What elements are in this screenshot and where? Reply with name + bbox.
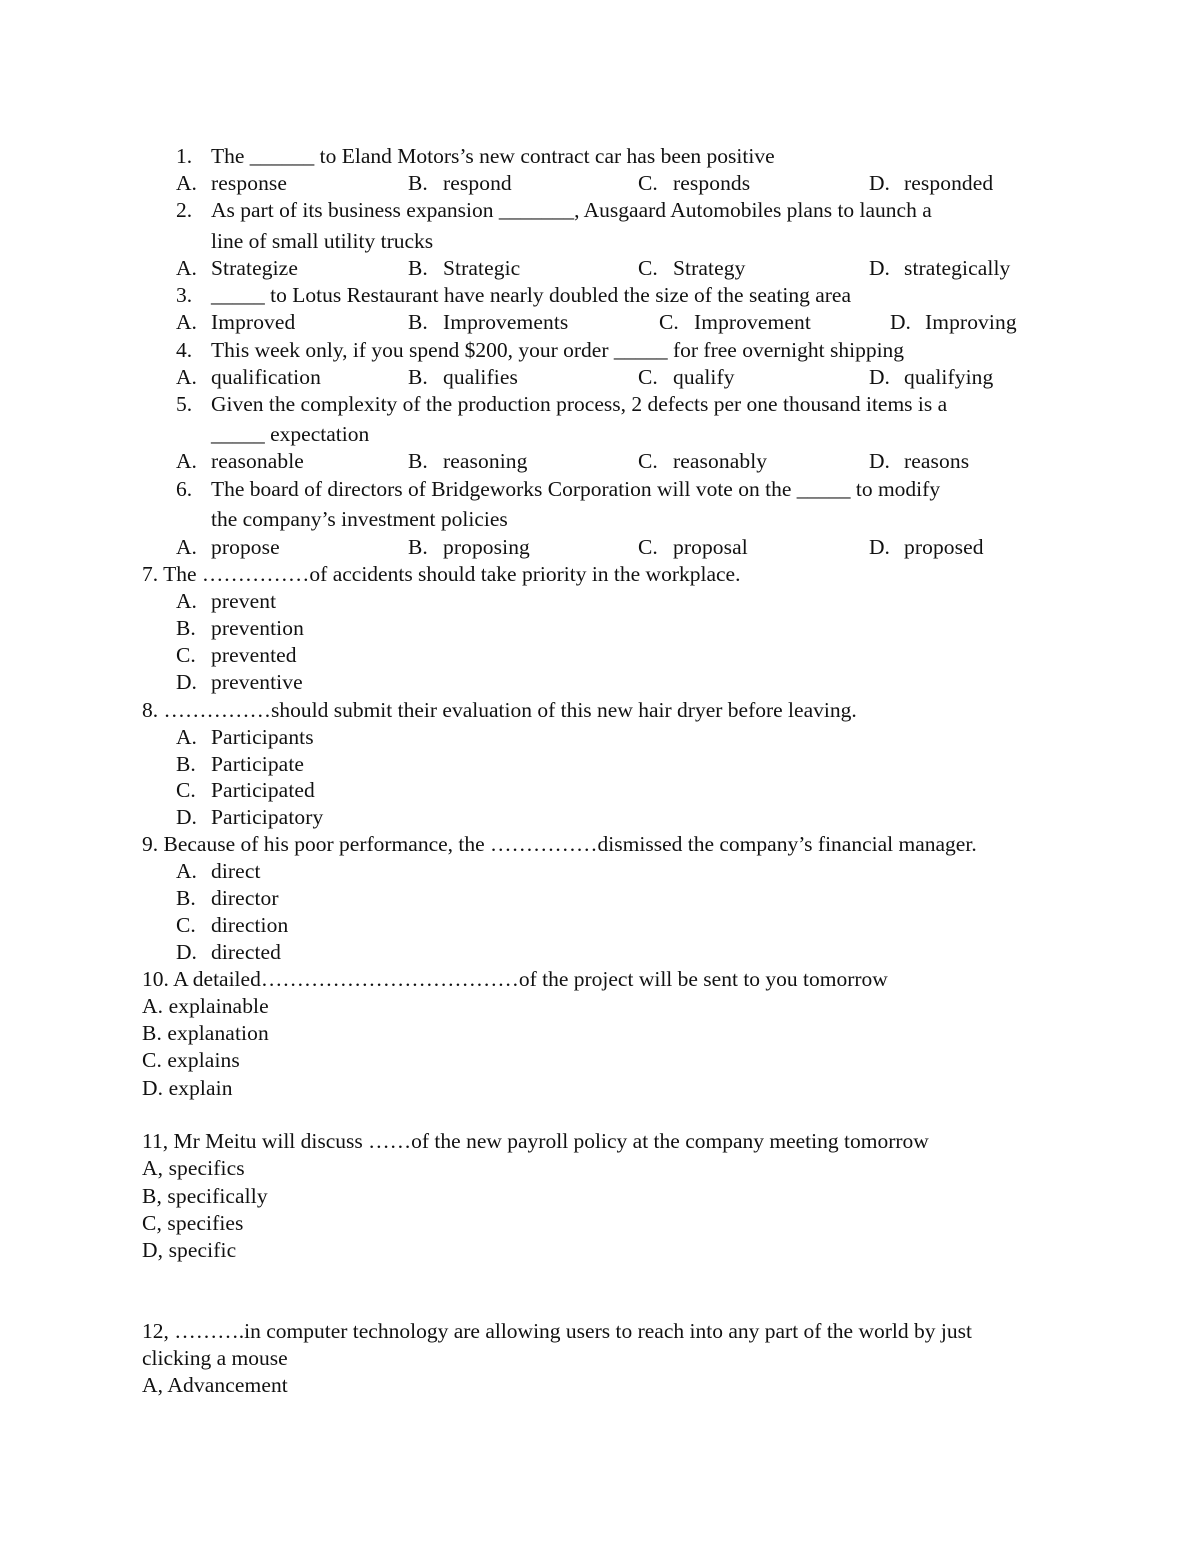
option-letter: A. [176, 449, 197, 473]
option-letter: B. [408, 171, 428, 195]
question-text: 11, Mr Meitu will discuss ……of the new payroll policy at the company meeting tomorrow [142, 1129, 929, 1153]
option-text: Participants [211, 725, 314, 749]
option-b: respond [443, 171, 512, 195]
question-text: The board of directors of Bridgeworks Corporation will vote on the _____ to modify [211, 477, 941, 501]
option-letter: C. [659, 310, 679, 334]
option-d: responded [904, 171, 994, 195]
option-letter: D. [176, 670, 197, 694]
option-d: Improving [925, 310, 1017, 334]
option-a: propose [211, 535, 280, 559]
option-letter: D. [869, 256, 890, 280]
option-d: reasons [904, 449, 970, 473]
option-text: A. explainable [142, 994, 269, 1018]
option-b: Improvements [443, 310, 569, 334]
option-text: direct [211, 859, 261, 883]
option-text: C, specifies [142, 1211, 244, 1235]
option-letter: A. [176, 171, 197, 195]
option-text: direction [211, 913, 289, 937]
option-letter: C. [176, 643, 196, 667]
option-text: B. explanation [142, 1021, 269, 1045]
option-letter: C. [638, 256, 658, 280]
option-letter: D. [869, 171, 890, 195]
option-letter: D. [176, 805, 197, 829]
question-number: 3. [176, 283, 193, 307]
option-a: Improved [211, 310, 296, 334]
option-letter: A. [176, 589, 197, 613]
option-b: qualifies [443, 365, 518, 389]
question-text: the company’s investment policies [211, 507, 508, 531]
question-text: 12, ……….in computer technology are allowing users to reach into any part of the world by just [142, 1319, 972, 1343]
option-letter: A. [176, 256, 197, 280]
question-text: 10. A detailed………………………………of the project will be sent to you tomorrow [142, 967, 888, 991]
option-letter: B. [408, 256, 428, 280]
option-text: D, specific [142, 1238, 237, 1262]
option-letter: C. [176, 778, 196, 802]
option-letter: D. [869, 365, 890, 389]
option-d: qualifying [904, 365, 994, 389]
option-letter: B. [408, 310, 428, 334]
option-text: preventive [211, 670, 303, 694]
question-text: As part of its business expansion _______, Ausgaard Automobiles plans to launch a [211, 198, 932, 222]
option-c: Strategy [673, 256, 746, 280]
option-letter: A. [176, 535, 197, 559]
option-text: prevention [211, 616, 304, 640]
question-text: line of small utility trucks [211, 229, 434, 253]
option-text: A, specifics [142, 1156, 245, 1180]
option-c: reasonably [673, 449, 768, 473]
question-number: 4. [176, 338, 193, 362]
option-d: proposed [904, 535, 984, 559]
question-text: This week only, if you spend $200, your order _____ for free overnight shipping [211, 338, 905, 362]
option-letter: B. [176, 886, 196, 910]
option-letter: B. [408, 535, 428, 559]
question-text: _____ expectation [211, 422, 370, 446]
option-text: Participatory [211, 805, 324, 829]
option-letter: A. [176, 859, 197, 883]
option-text: A, Advancement [142, 1373, 288, 1397]
option-d: strategically [904, 256, 1011, 280]
question-text: Given the complexity of the production process, 2 defects per one thousand items is a [211, 392, 948, 416]
question-text: The ______ to Eland Motors’s new contract car has been positive [211, 144, 775, 168]
option-a: qualification [211, 365, 321, 389]
option-text: Participate [211, 752, 305, 776]
option-letter: C. [176, 913, 196, 937]
option-a: response [211, 171, 288, 195]
question-text: 7. The ……………of accidents should take priority in the workplace. [142, 562, 741, 586]
option-a: Strategize [211, 256, 298, 280]
option-c: qualify [673, 365, 735, 389]
option-letter: B. [408, 365, 428, 389]
option-a: reasonable [211, 449, 304, 473]
option-text: B, specifically [142, 1184, 268, 1208]
option-text: D. explain [142, 1076, 233, 1100]
option-letter: C. [638, 171, 658, 195]
option-c: Improvement [694, 310, 811, 334]
option-text: directed [211, 940, 282, 964]
question-text: 8. ……………should submit their evaluation of this new hair dryer before leaving. [142, 698, 857, 722]
option-letter: D. [176, 940, 197, 964]
option-letter: C. [638, 535, 658, 559]
option-b: Strategic [443, 256, 521, 280]
option-letter: D. [869, 535, 890, 559]
option-letter: C. [638, 449, 658, 473]
option-text: director [211, 886, 279, 910]
option-letter: C. [638, 365, 658, 389]
option-letter: D. [890, 310, 911, 334]
option-letter: D. [869, 449, 890, 473]
question-text: _____ to Lotus Restaurant have nearly doubled the size of the seating area [211, 283, 852, 307]
option-b: reasoning [443, 449, 528, 473]
option-letter: B. [176, 752, 196, 776]
question-text: clicking a mouse [142, 1346, 288, 1370]
option-letter: A. [176, 725, 197, 749]
option-text: C. explains [142, 1048, 240, 1072]
question-number: 5. [176, 392, 193, 416]
option-c: proposal [673, 535, 748, 559]
option-letter: B. [176, 616, 196, 640]
option-text: Participated [211, 778, 315, 802]
question-number: 2. [176, 198, 193, 222]
option-letter: A. [176, 310, 197, 334]
question-text: 9. Because of his poor performance, the ……………dismissed the company’s financial manager. [142, 832, 977, 856]
option-c: responds [673, 171, 751, 195]
option-letter: A. [176, 365, 197, 389]
question-number: 1. [176, 144, 193, 168]
option-letter: B. [408, 449, 428, 473]
option-text: prevented [211, 643, 297, 667]
option-text: prevent [211, 589, 277, 613]
option-b: proposing [443, 535, 530, 559]
question-number: 6. [176, 477, 193, 501]
